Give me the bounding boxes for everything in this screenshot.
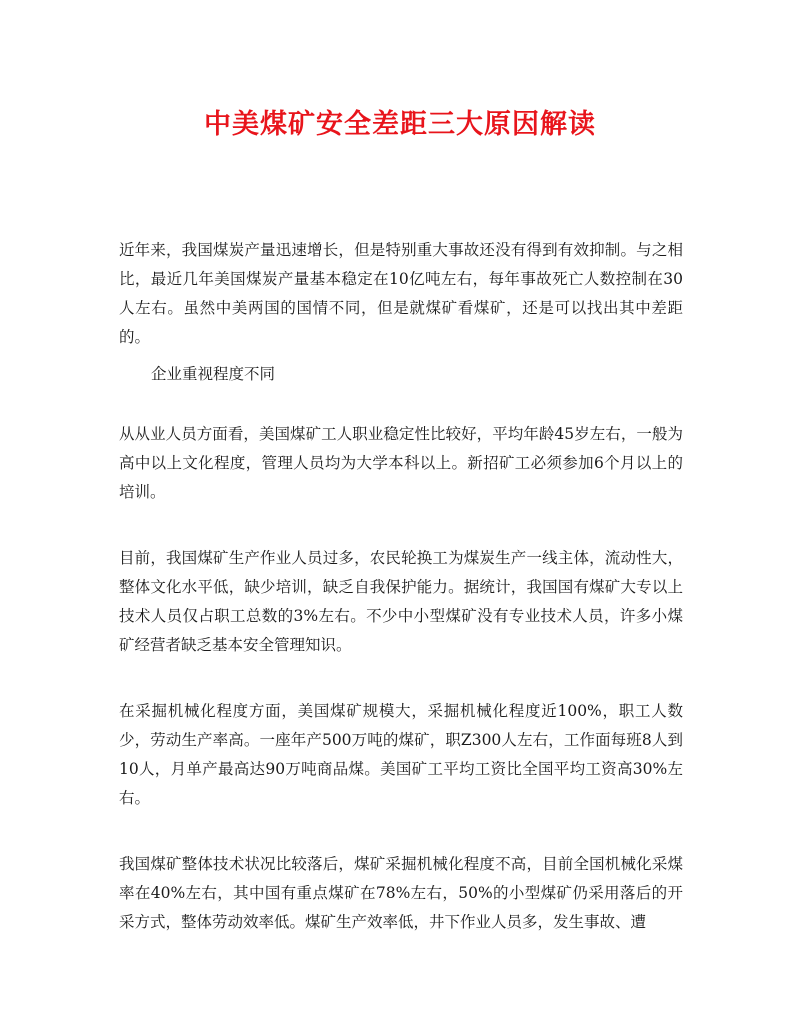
section-heading: 企业重视程度不同 (151, 365, 276, 383)
paragraph-china-mechanization: 我国煤矿整体技术状况比较落后，煤矿采掘机械化程度不高，目前全国机械化采煤率在40%左右，其中国有重点煤矿在78%左右，50%的小型煤矿仍采用落后的开采方式，整体劳动效率低。煤矿生产效率低，井下作业人员多，发生事故、遭 (119, 855, 683, 931)
paragraph-us-workers: 从从业人员方面看，美国煤矿工人职业稳定性比较好，平均年龄45岁左右，一般为高中以上文化程度，管理人员均为大学本科以上。新招矿工必须参加6个月以上的培训。 (119, 425, 683, 501)
paragraph-intro: 近年来，我国煤炭产量迅速增长，但是特别重大事故还没有得到有效抑制。与之相比，最近几年美国煤炭产量基本稳定在10亿吨左右，每年事故死亡人数控制在30人左右。虽然中美两国的国情不同，但是就煤矿看煤矿，还是可以找出其中差距的。 (119, 241, 683, 346)
document-title: 中美煤矿安全差距三大原因解读 (204, 109, 596, 140)
paragraph-china-workers: 目前，我国煤矿生产作业人员过多，农民轮换工为煤炭生产一线主体，流动性大，整体文化水平低，缺少培训，缺乏自我保护能力。据统计，我国国有煤矿大专以上技术人员仅占职工总数的3%左右。不少中小型煤矿没有专业技术人员，许多小煤矿经营者缺乏基本安全管理知识。 (119, 549, 683, 654)
paragraph-us-mechanization: 在采掘机械化程度方面，美国煤矿规模大，采掘机械化程度近100%，职工人数少，劳动生产率高。一座年产500万吨的煤矿，职Z300人左右，工作面每班8人到10人，月单产最高达90万吨商品煤。美国矿工平均工资比全国平均工资高30%左右。 (119, 702, 683, 807)
